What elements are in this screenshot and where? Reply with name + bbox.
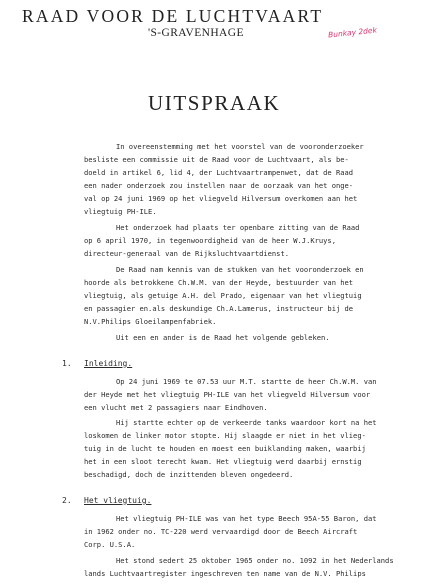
intro-line: vliegtuig, als getuige A.H. del Prado, eigenaar van het vliegtuig [84, 291, 362, 300]
intro-line: en passagier en.als deskundige Ch.A.Lamerus, instructeur bij de [84, 304, 354, 313]
section-2-heading: Het vliegtuig. [84, 496, 152, 505]
letterhead-city: 'S-GRAVENHAGE [148, 27, 244, 39]
intro-line: op 6 april 1970, in tegenwoordigheid van de heer W.J.Kruys, [84, 236, 336, 245]
section-1-number: 1. [62, 359, 72, 368]
section-2-line: Het stond sedert 25 oktober 1965 onder no. 1092 in het Nederlands [116, 556, 394, 565]
intro-line: besliste een commissie uit de Raad voor de Luchtvaart, als be- [84, 155, 349, 164]
intro-line: doeld in artikel 6, lid 4, der Luchtvaartrampenwet, dat de Raad [84, 168, 354, 177]
intro-line: De Raad nam kennis van de stukken van het vooronderzoek en [116, 265, 364, 274]
section-2-line: lands Luchtvaartregister ingeschreven ten name van de N.V. Philips [84, 569, 366, 578]
intro-line: directeur-generaal van de Rijksluchtvaartdienst. [84, 249, 289, 258]
section-1-heading: Inleiding. [84, 359, 133, 368]
handwritten-note: Bunkay 2dek [327, 25, 378, 40]
intro-line: een nader onderzoek zou instellen naar de oorzaak van het onge- [84, 181, 354, 190]
intro-line: Het onderzoek had plaats ter openbare zitting van de Raad [116, 223, 360, 232]
section-1-line: Hij startte echter op de verkeerde tanks waardoor kort na het [116, 418, 377, 427]
section-2-line: Het vliegtuig PH-ILE was van het type Beech 95A-55 Baron, dat [116, 514, 377, 523]
section-1-line: het in een sloot terecht kwam. Het vliegtuig werd daarbij ernstig [84, 457, 362, 466]
section-1-line: tuig in de lucht te houden en moest een buiklanding maken, waarbij [84, 444, 366, 453]
section-1-line: der Heyde met het vliegtuig PH-ILE van het vliegveld Hilversum voor [84, 390, 371, 399]
document-title: UITSPRAAK [148, 91, 281, 115]
section-1-line: beschadigd, doch de inzittenden bleven ongedeerd. [84, 470, 294, 479]
intro-line: N.V.Philips Gloeilampenfabriek. [84, 317, 217, 326]
section-2-line: Corp. U.S.A. [84, 540, 136, 549]
section-2-line: in 1962 onder no. TC-220 werd vervaardigd door de Beech Aircraft [84, 527, 358, 536]
intro-line: vliegtuig PH-ILE. [84, 207, 157, 216]
section-1-line: Op 24 juni 1969 te 07.53 uur M.T. startte de heer Ch.W.M. van [116, 377, 377, 386]
letterhead-org-name: RAAD VOOR DE LUCHTVAART [22, 6, 324, 26]
section-1-line: een vlucht met 2 passagiers naar Eindhoven. [84, 403, 268, 412]
intro-line: In overeenstemming met het voorstel van de vooronderzoeker [116, 142, 364, 151]
intro-line: val op 24 juni 1969 op het vliegveld Hilversum overkomen aan het [84, 194, 358, 203]
intro-line: Uit een en ander is de Raad het volgende gebleken. [116, 333, 330, 342]
intro-line: hoorde als betrokkene Ch.W.M. van der Heyde, bestuurder van het [84, 278, 354, 287]
section-2-number: 2. [62, 496, 72, 505]
section-1-line: loskomen de linker motor stopte. Hij slaagde er niet in het vlieg- [84, 431, 366, 440]
